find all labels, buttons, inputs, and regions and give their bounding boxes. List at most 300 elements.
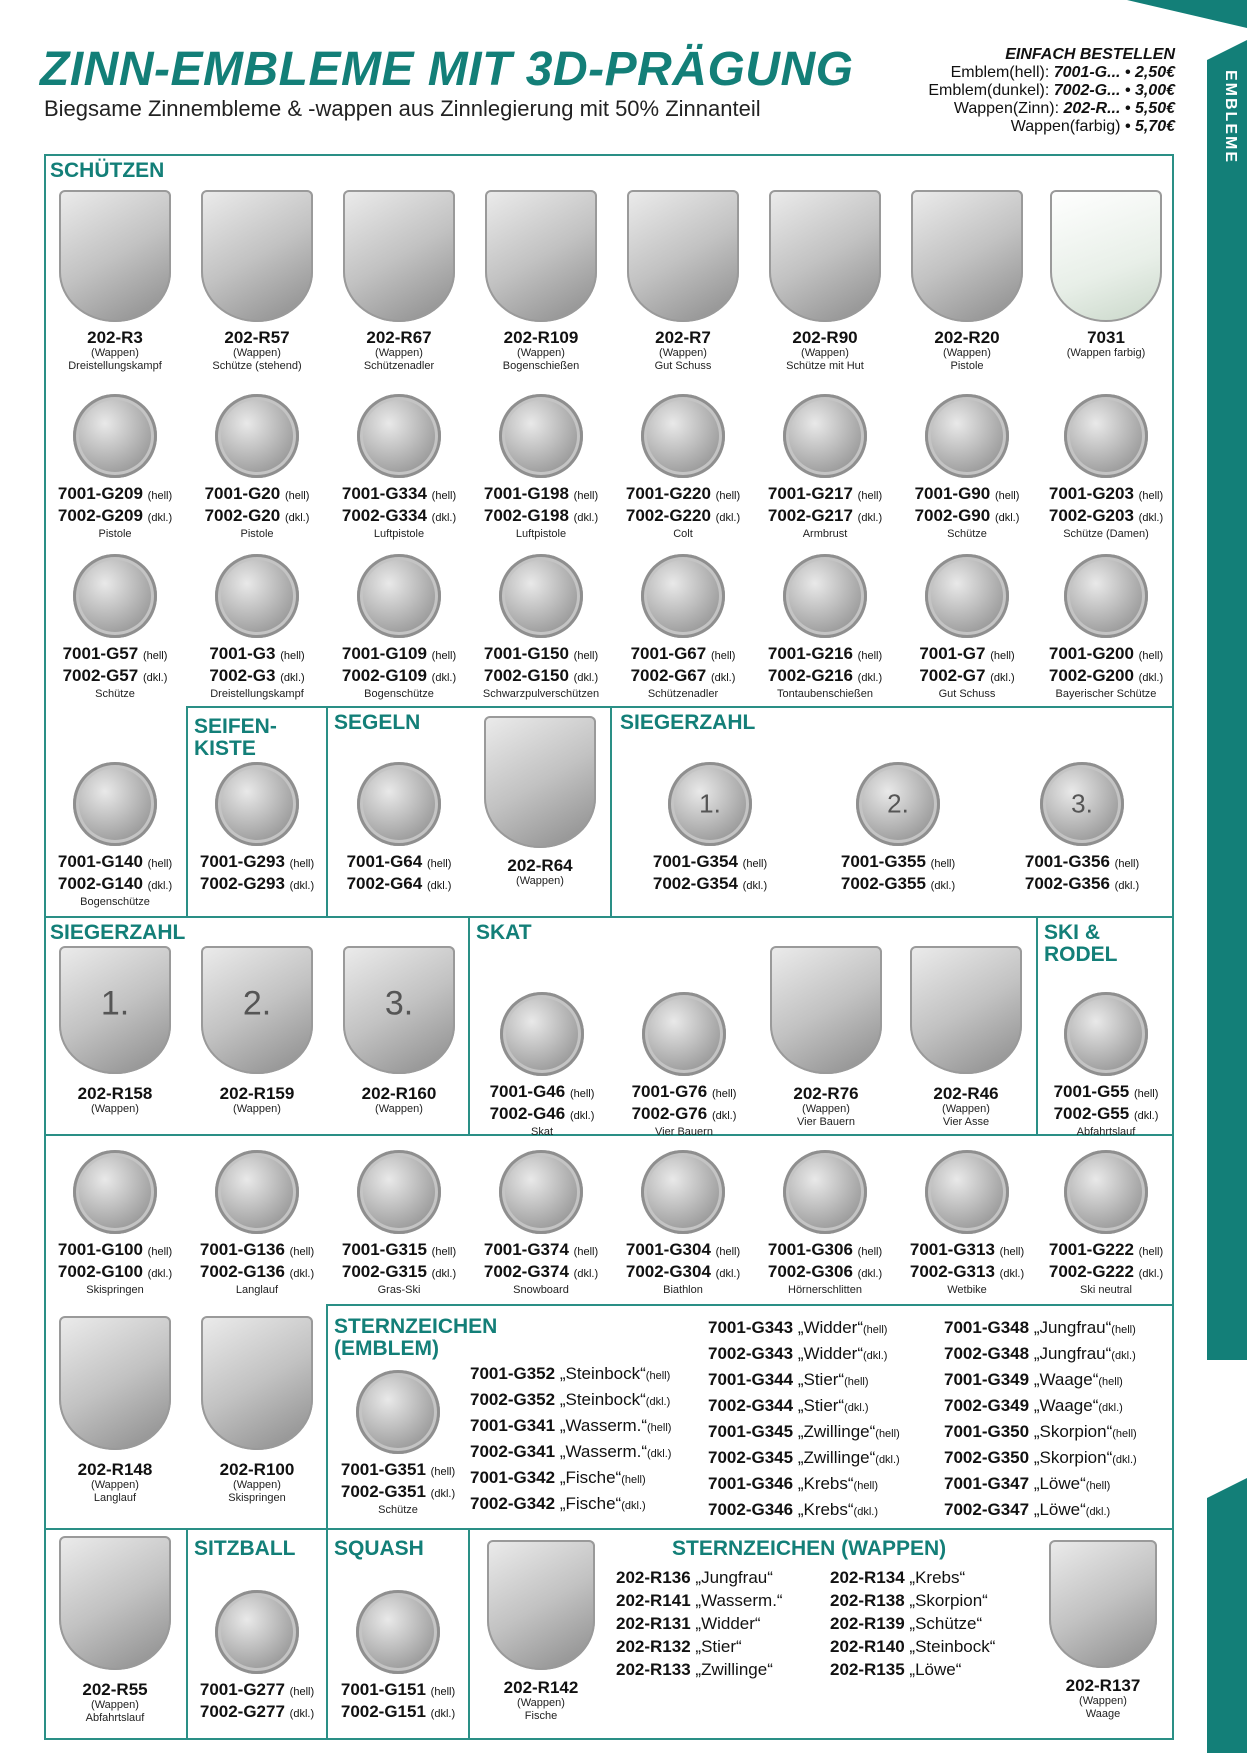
product-description: Pistole (98, 528, 132, 540)
product-code-dkl: 7002-G150 (dkl.) (483, 666, 599, 685)
product-code-hell: 7001-G293 (hell) (199, 852, 315, 871)
product-description: Luftpistole (515, 528, 567, 540)
product-G315 (331, 1150, 467, 1297)
product-code: 202-R100 (219, 1460, 295, 1479)
product-code-hell: 7001-G64 (hell) (346, 852, 452, 871)
zodiac-line: 7002-G344 „Stier“(dkl.) (708, 1396, 869, 1415)
product-description: Schütze (stehend) (212, 360, 302, 372)
divider (468, 916, 470, 1134)
product-code-hell: 7001-G140 (hell) (57, 852, 173, 871)
coin-emblem-icon (215, 394, 299, 478)
zodiac-line: 202-R131 „Widder“ (616, 1614, 761, 1633)
product-G277 (189, 1590, 325, 1724)
shield-number-icon: 1. (59, 946, 171, 1074)
product-code-hell: 7001-G67 (hell) (630, 644, 736, 663)
divider (326, 706, 328, 916)
zodiac-line: 202-R133 „Zwillinge“ (616, 1660, 773, 1679)
product-code-dkl: 7002-G313 (dkl.) (909, 1262, 1025, 1281)
coin-emblem-icon (357, 554, 441, 638)
product-code-hell: 7001-G354 (hell) (652, 852, 768, 871)
shield-fish-icon (487, 1540, 595, 1670)
zodiac-emblem-list-3 (944, 1316, 1137, 1524)
coin-emblem-icon (356, 1590, 440, 1674)
product-code-hell: 7001-G90 (hell) (914, 484, 1020, 503)
product-type: (Wappen) (91, 347, 139, 359)
zodiac-line: 202-R140 „Steinbock“ (830, 1637, 996, 1656)
product-202-R64 (473, 716, 607, 888)
shield-cards-icon (770, 946, 882, 1074)
product-code-dkl: 7002-G356 (dkl.) (1024, 874, 1140, 893)
zodiac-line: 202-R136 „Jungfrau“ (616, 1568, 773, 1587)
product-code-dkl: 7002-G209 (dkl.) (57, 506, 173, 525)
order-line: Emblem(hell): 7001-G... • 2,50€ (950, 64, 1175, 81)
product-code-dkl: 7002-G109 (dkl.) (341, 666, 457, 685)
shield-scales-icon (1049, 1540, 1157, 1668)
product-description: Skat (530, 1126, 553, 1138)
product-description: Skispringen (86, 1284, 144, 1296)
product-code-dkl: 7002-G67 (dkl.) (630, 666, 736, 685)
shield-emblem-icon (485, 190, 597, 322)
zodiac-line: 202-R141 „Wasserm.“ (616, 1591, 783, 1610)
product-code-dkl: 7002-G355 (dkl.) (840, 874, 956, 893)
coin-emblem-icon (1064, 554, 1148, 638)
product-G20 (189, 394, 325, 541)
zodiac-line: 7002-G350 „Skorpion“(dkl.) (944, 1448, 1137, 1467)
product-code-dkl: 7002-G140 (dkl.) (57, 874, 173, 893)
product-202-R159 (189, 946, 325, 1116)
product-code-dkl: 7002-G46 (dkl.) (489, 1104, 595, 1123)
product-code-dkl: 7002-G277 (dkl.) (199, 1702, 315, 1721)
shield-emblem-icon (627, 190, 739, 322)
zodiac-line: 7002-G349 „Waage“(dkl.) (944, 1396, 1123, 1415)
product-description: Snowboard (513, 1284, 569, 1296)
coin-emblem-icon (925, 554, 1009, 638)
product-G76 (616, 992, 752, 1139)
zodiac-line: 202-R132 „Stier“ (616, 1637, 742, 1656)
product-code-dkl: 7002-G20 (dkl.) (204, 506, 310, 525)
order-line: Wappen(Zinn): 202-R... • 5,50€ (953, 100, 1175, 117)
product-code: 202-R67 (366, 328, 432, 347)
product-code-hell: 7001-G356 (hell) (1024, 852, 1140, 871)
product-G209 (47, 394, 183, 541)
product-code: 202-R64 (507, 856, 573, 875)
product-code-hell: 7001-G150 (hell) (483, 644, 599, 663)
side-tab-bar-lower (1207, 1478, 1247, 1753)
product-code-dkl: 7002-G3 (dkl.) (209, 666, 305, 685)
product-type: (Wappen) (659, 347, 707, 359)
coin-emblem-icon (783, 554, 867, 638)
product-code-dkl: 7002-G306 (dkl.) (767, 1262, 883, 1281)
section-title-seifenkiste: SEIFEN- KISTE (194, 715, 277, 760)
product-description: Schützenadler (647, 688, 719, 700)
product-code-dkl: 7002-G76 (dkl.) (631, 1104, 737, 1123)
product-202-R67 (331, 190, 467, 373)
zodiac-line: 7002-G342 „Fische“(dkl.) (470, 1494, 646, 1513)
product-code-dkl: 7002-G198 (dkl.) (483, 506, 599, 525)
product-code: 202-R20 (934, 328, 1000, 347)
coin-emblem-icon (73, 554, 157, 638)
product-code: 202-R57 (224, 328, 290, 347)
product-code-hell: 7001-G57 (hell) (62, 644, 168, 663)
product-code-hell: 7001-G306 (hell) (767, 1240, 883, 1259)
product-202-R90 (757, 190, 893, 373)
product-description: Pistole (950, 360, 984, 372)
coin-emblem-icon (73, 394, 157, 478)
zodiac-wappen-list-2 (830, 1566, 995, 1681)
product-description: Schützenadler (363, 360, 435, 372)
product-G67 (615, 554, 751, 701)
product-code-hell: 7001-G304 (hell) (625, 1240, 741, 1259)
product-G217 (757, 394, 893, 541)
zodiac-line: 7001-G350 „Skorpion“(hell) (944, 1422, 1137, 1441)
product-G216 (757, 554, 893, 701)
product-code-hell: 7001-G200 (hell) (1048, 644, 1164, 663)
product-code-dkl: 7002-G151 (dkl.) (340, 1702, 456, 1721)
product-202-R160 (331, 946, 467, 1116)
coin-emblem-icon (215, 1590, 299, 1674)
product-202-R7 (615, 190, 751, 373)
zodiac-line: 7002-G346 „Krebs“(dkl.) (708, 1500, 878, 1519)
colored-shield-icon (1050, 190, 1162, 322)
order-line: Emblem(dunkel): 7002-G... • 3,00€ (928, 82, 1175, 99)
product-G203 (1041, 394, 1171, 541)
product-description: Biathlon (663, 1284, 703, 1296)
product-code-dkl: 7002-G293 (dkl.) (199, 874, 315, 893)
product-code-hell: 7001-G355 (hell) (840, 852, 956, 871)
product-type: (Wappen) (233, 347, 281, 359)
product-G3 (189, 554, 325, 701)
product-description: Hörnerschlitten (788, 1284, 862, 1296)
shield-emblem-icon (343, 190, 455, 322)
divider (186, 706, 1174, 708)
zodiac-line: 7002-G345 „Zwillinge“(dkl.) (708, 1448, 900, 1467)
product-code-hell: 7001-G217 (hell) (767, 484, 883, 503)
product-code-dkl: 7002-G334 (dkl.) (341, 506, 457, 525)
zodiac-line: 7001-G345 „Zwillinge“(hell) (708, 1422, 900, 1441)
product-G64 (331, 762, 467, 896)
section-title-ski-rodel: SKI & RODEL (1044, 921, 1118, 966)
shield-emblem-icon (484, 716, 596, 848)
shield-emblem-icon (59, 190, 171, 322)
product-G351 (330, 1370, 466, 1517)
product-code-hell: 7001-G203 (hell) (1048, 484, 1164, 503)
shield-emblem-icon (201, 1316, 313, 1450)
coin-emblem-icon (641, 394, 725, 478)
product-description: Colt (673, 528, 693, 540)
product-code: 202-R76 (793, 1084, 859, 1103)
product-202-R148 (47, 1316, 183, 1505)
side-tab-label: EMBLEME (1222, 70, 1239, 164)
product-code-hell: 7001-G220 (hell) (625, 484, 741, 503)
product-202-R158 (47, 946, 183, 1116)
product-code-hell: 7001-G351 (hell) (340, 1460, 456, 1479)
shield-emblem-icon (201, 190, 313, 322)
product-type: (Wappen) (91, 1103, 139, 1115)
product-code-hell: 7001-G55 (hell) (1053, 1082, 1159, 1101)
product-code-dkl: 7002-G354 (dkl.) (652, 874, 768, 893)
product-description: Ski neutral (1080, 1284, 1132, 1296)
coin-emblem-icon (357, 1150, 441, 1234)
section-title-siegerzahl: SIEGERZAHL (620, 711, 756, 734)
product-code-dkl: 7002-G55 (dkl.) (1053, 1104, 1159, 1123)
section-title-skat: SKAT (476, 921, 532, 944)
product-type: (Wappen) (517, 347, 565, 359)
product-description: Wetbike (947, 1284, 987, 1296)
product-code-dkl: 7002-G90 (dkl.) (914, 506, 1020, 525)
product-type: (Wappen) (943, 347, 991, 359)
product-description: Abfahrtslauf (85, 1712, 145, 1724)
product-G200 (1041, 554, 1171, 701)
product-description: Luftpistole (373, 528, 425, 540)
coin-emblem-icon (73, 762, 157, 846)
product-G334 (331, 394, 467, 541)
divider (44, 1528, 1174, 1530)
coin-emblem-icon (642, 992, 726, 1076)
zodiac-line: 7001-G341 „Wasserm.“(hell) (470, 1416, 672, 1435)
product-202-R20 (899, 190, 1035, 373)
product-202-R137 (1036, 1540, 1170, 1721)
zodiac-line: 7002-G352 „Steinbock“(dkl.) (470, 1390, 671, 1409)
product-description: Dreistellungskampf (68, 360, 162, 372)
section-title-sternzeichen-emblem: STERNZEICHEN (EMBLEM) (334, 1315, 498, 1360)
zodiac-line: 7001-G349 „Waage“(hell) (944, 1370, 1123, 1389)
order-heading: EINFACH BESTELLEN (1005, 46, 1175, 63)
coin-emblem-icon (1064, 1150, 1148, 1234)
product-code-dkl: 7002-G136 (dkl.) (199, 1262, 315, 1281)
coin-emblem-icon (641, 554, 725, 638)
product-202-R46 (898, 946, 1034, 1129)
divider (468, 1528, 470, 1740)
product-description: Schütze (378, 1504, 418, 1516)
product-description: Gras-Ski (377, 1284, 421, 1296)
product-code-hell: 7001-G20 (hell) (204, 484, 310, 503)
product-type: (Wappen) (801, 347, 849, 359)
product-description: Abfahrtslauf (1076, 1126, 1136, 1138)
product-G109 (331, 554, 467, 701)
product-description: Armbrust (802, 528, 848, 540)
divider (326, 1528, 328, 1740)
zodiac-line: 7001-G347 „Löwe“(hell) (944, 1474, 1111, 1493)
zodiac-emblem-list-1 (470, 1362, 671, 1518)
product-description: Gut Schuss (938, 688, 996, 700)
product-code: 7031 (1087, 328, 1125, 347)
zodiac-line: 7001-G348 „Jungfrau“(hell) (944, 1318, 1136, 1337)
product-G55 (1040, 992, 1172, 1139)
product-code-dkl: 7002-G64 (dkl.) (346, 874, 452, 893)
product-description: Pistole (240, 528, 274, 540)
product-code: 202-R159 (219, 1084, 295, 1103)
product-G222 (1041, 1150, 1171, 1297)
product-description: Vier Asse (942, 1116, 990, 1128)
product-G100 (47, 1150, 183, 1297)
side-tab (1207, 30, 1247, 1750)
product-G57 (47, 554, 183, 701)
coin-emblem-icon (500, 992, 584, 1076)
product-code-dkl: 7002-G216 (dkl.) (767, 666, 883, 685)
coin-emblem-icon (357, 762, 441, 846)
divider (186, 706, 188, 916)
product-202-R76 (758, 946, 894, 1129)
section-title-segeln: SEGELN (334, 711, 421, 734)
product-G313 (899, 1150, 1035, 1297)
shield-emblem-icon (911, 190, 1023, 322)
shield-emblem-icon (769, 190, 881, 322)
product-description: Bogenschütze (80, 896, 150, 908)
product-202-R142 (476, 1540, 606, 1723)
product-code: 202-R109 (503, 328, 579, 347)
zodiac-line: 7001-G343 „Widder“(hell) (708, 1318, 888, 1337)
coin-emblem-icon (641, 1150, 725, 1234)
side-tab-bar (1207, 40, 1247, 1360)
product-202-R3 (47, 190, 183, 373)
product-code-dkl: 7002-G217 (dkl.) (767, 506, 883, 525)
product-202-R57 (189, 190, 325, 373)
divider (610, 706, 612, 916)
product-G293 (189, 762, 325, 896)
product-code: 202-R90 (792, 328, 858, 347)
zodiac-line: 7001-G342 „Fische“(hell) (470, 1468, 646, 1487)
product-description: Waage (1085, 1708, 1121, 1720)
product-code-hell: 7001-G313 (hell) (909, 1240, 1025, 1259)
product-type: (Wappen) (942, 1103, 990, 1115)
product-202-R109 (473, 190, 609, 373)
coin-emblem-icon (1064, 992, 1148, 1076)
product-description: Langlauf (93, 1492, 137, 1504)
product-code-dkl: 7002-G200 (dkl.) (1048, 666, 1164, 685)
zodiac-line: 7002-G341 „Wasserm.“(dkl.) (470, 1442, 672, 1461)
zodiac-line: 7001-G344 „Stier“(hell) (708, 1370, 869, 1389)
product-type: (Wappen) (233, 1479, 281, 1491)
product-G136 (189, 1150, 325, 1297)
divider (1036, 916, 1038, 1134)
order-box (928, 46, 1175, 136)
coin-emblem-icon (783, 394, 867, 478)
zodiac-emblem-list-2 (708, 1316, 900, 1524)
product-G140 (47, 762, 183, 909)
page-subtitle: Biegsame Zinnembleme & -wappen aus Zinnlegierung mit 50% Zinnanteil (44, 96, 761, 121)
product-code-hell: 7001-G216 (hell) (767, 644, 883, 663)
product-code-hell: 7001-G222 (hell) (1048, 1240, 1164, 1259)
coin-emblem-icon (73, 1150, 157, 1234)
product-G150 (473, 554, 609, 701)
product-description: Schwarzpulverschützen (482, 688, 600, 700)
product-code: 202-R160 (361, 1084, 437, 1103)
zodiac-line: 7002-G343 „Widder“(dkl.) (708, 1344, 888, 1363)
product-code-hell: 7001-G277 (hell) (199, 1680, 315, 1699)
coin-emblem-icon (357, 394, 441, 478)
product-code-hell: 7001-G100 (hell) (57, 1240, 173, 1259)
shield-number-icon: 2. (201, 946, 313, 1074)
product-code-hell: 7001-G151 (hell) (340, 1680, 456, 1699)
product-G46 (474, 992, 610, 1139)
coin-emblem-icon (215, 1150, 299, 1234)
product-code-dkl: 7002-G220 (dkl.) (625, 506, 741, 525)
product-code-dkl: 7002-G7 (dkl.) (919, 666, 1015, 685)
section-title-schuetzen: SCHÜTZEN (50, 159, 165, 182)
shield-emblem-icon (59, 1316, 171, 1450)
product-type: (Wappen) (517, 1697, 565, 1709)
product-description: Schütze mit Hut (786, 360, 864, 372)
product-code-dkl: 7002-G203 (dkl.) (1048, 506, 1164, 525)
product-code: 202-R7 (655, 328, 711, 347)
shield-number-icon: 3. (343, 946, 455, 1074)
product-202-R100 (189, 1316, 325, 1505)
product-code-hell: 7001-G198 (hell) (483, 484, 599, 503)
divider (326, 1304, 1174, 1306)
product-code-dkl: 7002-G222 (dkl.) (1048, 1262, 1164, 1281)
zodiac-line: 7001-G352 „Steinbock“(hell) (470, 1364, 671, 1383)
product-description: Bogenschießen (502, 360, 580, 372)
shield-cards-icon (910, 946, 1022, 1074)
coin-emblem-icon: 2. (856, 762, 940, 846)
product-description: Fische (524, 1710, 558, 1722)
zodiac-wappen-list-1 (616, 1566, 783, 1681)
product-code-dkl: 7002-G315 (dkl.) (341, 1262, 457, 1281)
product-G374 (473, 1150, 609, 1297)
coin-emblem-icon: 3. (1040, 762, 1124, 846)
product-code-hell: 7001-G109 (hell) (341, 644, 457, 663)
page-title: ZINN-EMBLEME MIT 3D-PRÄGUNG (40, 43, 854, 96)
product-code-hell: 7001-G7 (hell) (919, 644, 1015, 663)
product-G220 (615, 394, 751, 541)
coin-emblem-icon (499, 394, 583, 478)
product-code: 202-R142 (503, 1678, 579, 1697)
product-code-dkl: 7002-G304 (dkl.) (625, 1262, 741, 1281)
divider (186, 1528, 188, 1740)
product-code-dkl: 7002-G57 (dkl.) (62, 666, 168, 685)
divider (326, 1304, 328, 1528)
divider (44, 916, 1174, 918)
zodiac-line: 7002-G348 „Jungfrau“(dkl.) (944, 1344, 1136, 1363)
section-title-sitzball: SITZBALL (194, 1537, 296, 1560)
product-G7 (899, 554, 1035, 701)
product-code-hell: 7001-G3 (hell) (209, 644, 305, 663)
coin-emblem-icon (925, 1150, 1009, 1234)
product-type: (Wappen) (233, 1103, 281, 1115)
product-type: (Wappen) (91, 1479, 139, 1491)
product-type: (Wappen) (91, 1699, 139, 1711)
zodiac-line: 202-R139 „Schütze“ (830, 1614, 983, 1633)
product-description: Tontaubenschießen (776, 688, 873, 700)
product-type: (Wappen farbig) (1066, 347, 1146, 359)
product-code-dkl: 7002-G100 (dkl.) (57, 1262, 173, 1281)
zodiac-line: 7001-G346 „Krebs“(hell) (708, 1474, 878, 1493)
product-code-dkl: 7002-G374 (dkl.) (483, 1262, 599, 1281)
zodiac-line: 202-R134 „Krebs“ (830, 1568, 966, 1587)
product-code-hell: 7001-G46 (hell) (489, 1082, 595, 1101)
product-code: 202-R3 (87, 328, 143, 347)
product-description: Skispringen (228, 1492, 286, 1504)
product-description: Schütze (95, 688, 135, 700)
order-line: Wappen(farbig) • 5,70€ (1010, 118, 1175, 135)
coin-emblem-icon: 1. (668, 762, 752, 846)
product-type: (Wappen) (516, 875, 564, 887)
product-G90 (899, 394, 1035, 541)
zodiac-line: 202-R135 „Löwe“ (830, 1660, 962, 1679)
product-description: Dreistellungskampf (210, 688, 304, 700)
section-title-sternzeichen-wappen: STERNZEICHEN (WAPPEN) (672, 1537, 947, 1560)
product-code-hell: 7001-G374 (hell) (483, 1240, 599, 1259)
coin-emblem-icon (215, 762, 299, 846)
product-G354 (620, 762, 800, 896)
product-description: Bogenschütze (364, 688, 434, 700)
corner-accent (1127, 0, 1247, 28)
product-description: Bayerischer Schütze (1055, 688, 1157, 700)
coin-emblem-icon (499, 554, 583, 638)
product-code: 202-R148 (77, 1460, 153, 1479)
product-code-hell: 7001-G136 (hell) (199, 1240, 315, 1259)
product-G356 (992, 762, 1172, 896)
